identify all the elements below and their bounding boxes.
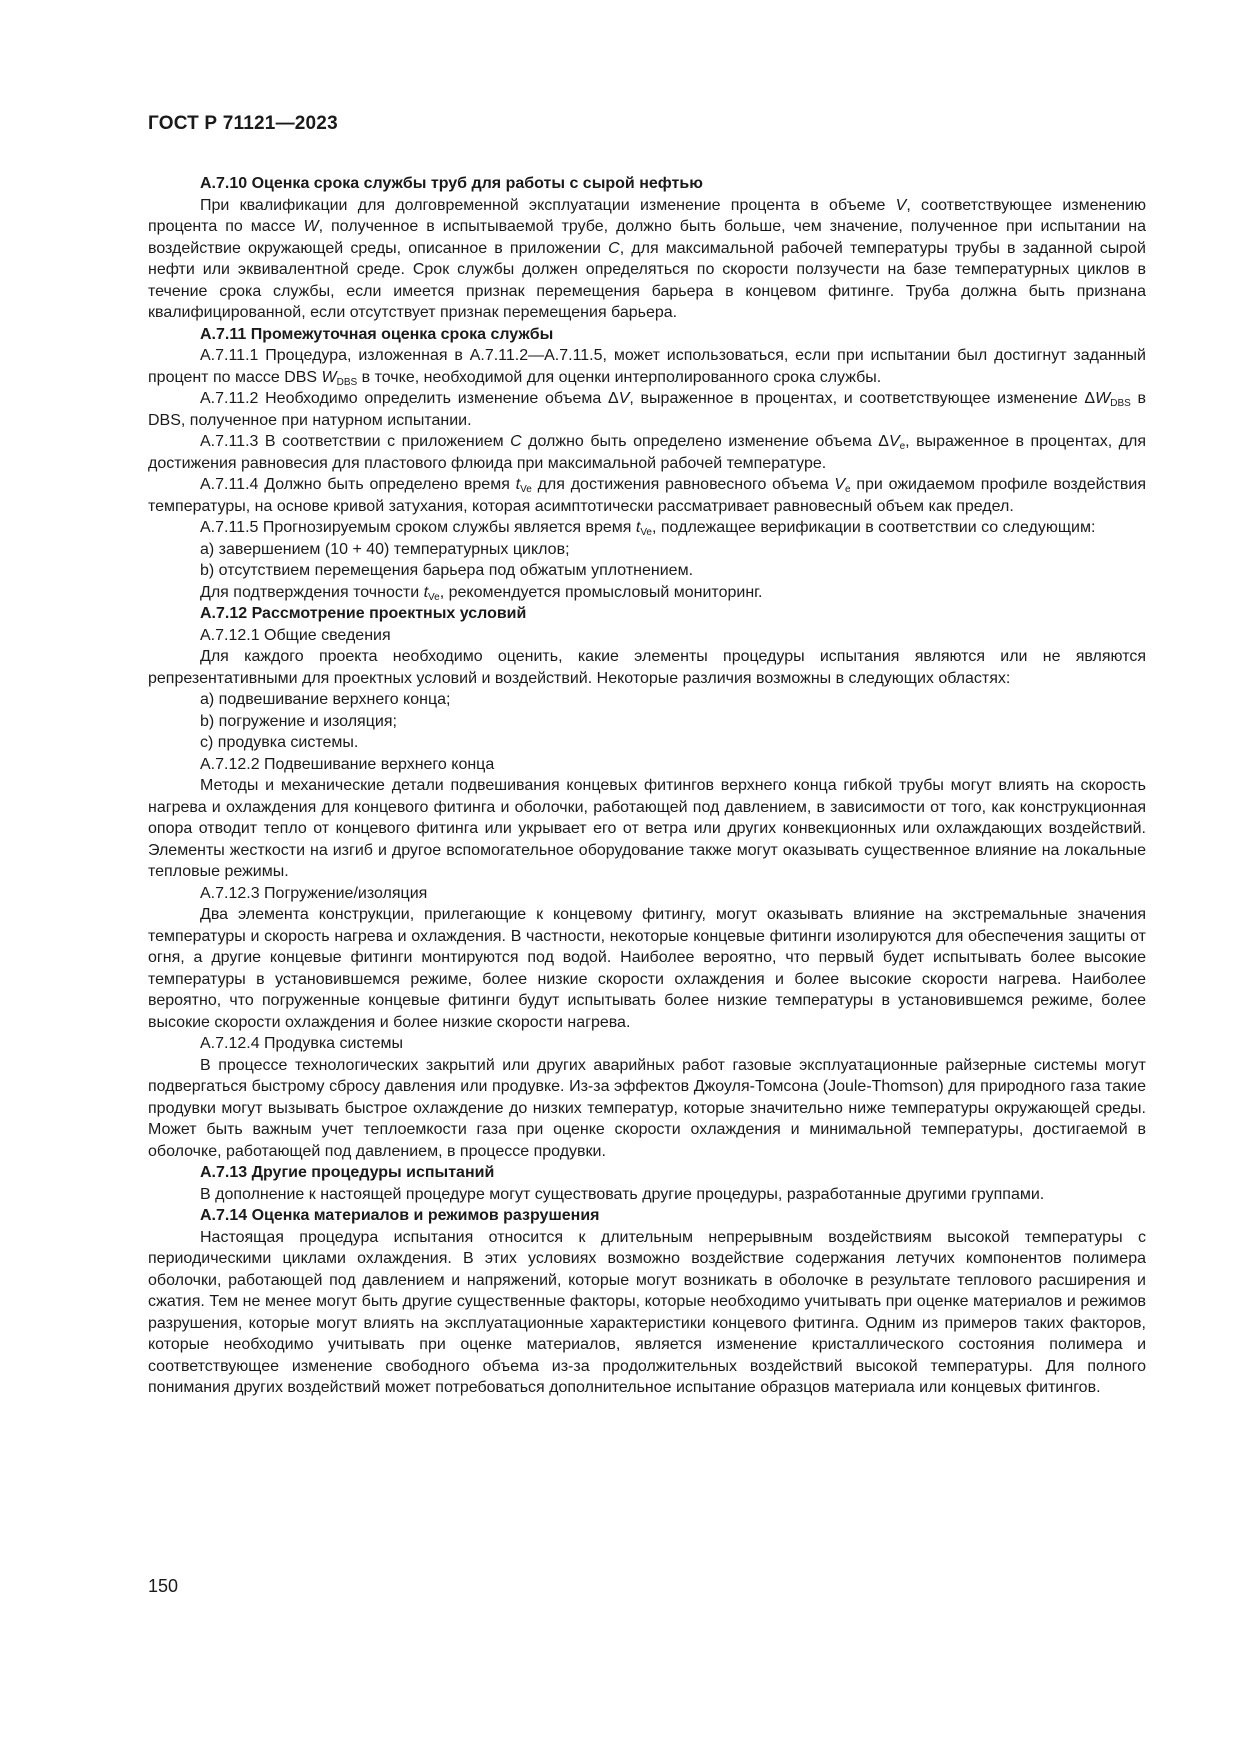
section-a7-14-paragraph: Настоящая процедура испытания относится к длительным непрерывным воздействиям высокой температуры с периодическими циклами охлаждения. В этих условиях возможно воздействие содержания летучих компонентов полимера оболочки, работающей под давлением и напряжений, которые могут возникать в оболочке в результате теплового расширения и сжатия. Тем не менее могут быть другие существенные факторы, которые необходимо учитывать при оценке материалов и режимов разрушения, которые могут влиять на эксплуатационные характеристики концевого фитинга. Одним из примеров таких факторов, которые необходимо учитывать при оценке материалов, является изменение кристаллического состояния полимера и соответствующее изменение свободного объема из-за продолжительных воздействий высокой температуры. Для полного понимания других воздействий может потребоваться дополнительное испытание образцов материала или концевых фитингов. — [148, 1228, 1146, 1396]
list-item: b) отсутствием перемещения барьера под обжатым уплотнением. — [200, 562, 694, 579]
clause-a7-11-2: А.7.11.2 Необходимо определить изменение объема ΔV, выраженное в процентах, и соответствующее изменение $\Delta W_{DBS}$ в DBS, полученное при натурном испытании. — [148, 390, 1146, 429]
section-a7-13-paragraph: В дополнение к настоящей процедуре могут существовать другие процедуры, разработанные другими группами. — [200, 1185, 1045, 1203]
document-header: ГОСТ Р 71121—2023 — [148, 113, 338, 134]
section-a7-10-paragraph: При квалификации для долговременной эксплуатации изменение процента в объеме V, соответствующее изменению процента по массе W, полученное в испытываемой трубе, должно быть больше, чем значение, полученное при испытании на воздействие окружающей среды, описанное в приложении C, для максимальной рабочей температуры трубы в заданной сырой нефти или эквивалентной среде. Срок службы должен определяться по скорости ползучести на базе температурных циклов в течение срока службы, если имеется признак перемещения барьера в концевом фитинге. Труба должна быть признана квалифицированной, если отсутствует признак перемещения барьера. — [148, 196, 1147, 321]
list-item: c) продувка системы. — [200, 734, 359, 751]
list-item: a) подвешивание верхнего конца; — [200, 691, 451, 708]
subsection-a7-12-4-title: А.7.12.4 Продувка системы — [200, 1035, 404, 1052]
subsection-a7-12-2-paragraph: Методы и механические детали подвешивания концевых фитингов верхнего конца гибкой трубы могут влиять на скорость нагрева и охлаждения для концевого фитинга и оболочки, работающей под давлением, в зависимости от того, как конструкционная опора отводит тепло от концевого фитинга или укрывает его от ветра или других конвекционных или охлаждающих воздействий. Элементы жесткости на изгиб и другое вспомогательное оборудование также могут оказывать существенное влияние на локальные тепловые режимы. — [148, 777, 1146, 880]
section-a7-14-heading: А.7.14 Оценка материалов и режимов разрушения — [200, 1207, 600, 1224]
document-body — [148, 173, 1146, 1399]
clause-a7-11-3: А.7.11.3 В соответствии с приложением C должно быть определено изменение объема $\Delta V_e$, выраженное в процентах, для достижения равновесия для пластового флюида при максимальной рабочей температуре. — [148, 433, 1146, 472]
section-a7-13-heading: А.7.13 Другие процедуры испытаний — [200, 1164, 495, 1181]
clause-a7-11-1: А.7.11.1 Процедура, изложенная в А.7.11.2—А.7.11.5, может использоваться, если при испытании был достигнут заданный процент по массе DBS $W_{DBS}$ в точке, необходимой для оценки интерполированного срока службы. — [148, 347, 1146, 388]
section-a7-11-heading: А.7.11 Промежуточная оценка срока службы — [200, 325, 554, 343]
section-a7-10-heading: А.7.10 Оценка срока службы труб для работы с сырой нефтью — [200, 175, 703, 192]
subsection-a7-12-3-title: А.7.12.3 Погружение/изоляция — [200, 884, 428, 902]
subsection-a7-12-3-paragraph: Два элемента конструкции, прилегающие к концевому фитингу, могут оказывать влияние на экстремальные значения температуры и скорость нагрева и охлаждения. В частности, некоторые концевые фитинги изолируются для обеспечения защиты от огня, а другие концевые фитинги монтируются под водой. Наиболее вероятно, что первый будет испытывать более высокие температуры в установившемся режиме, более низкие скорости охлаждения и более высокие скорости нагрева. Наиболее вероятно, что погруженные концевые фитинги будут испытывать более низкие температуры в установившемся режиме, более высокие скорости охлаждения и более низкие скорости нагрева. — [148, 906, 1146, 1031]
page-number: 150 — [148, 1576, 179, 1596]
section-a7-12-heading: А.7.12 Рассмотрение проектных условий — [200, 605, 527, 622]
clause-a7-11-4: А.7.11.4 Должно быть определено время $t_{Ve}$ для достижения равновесного объема $V_e$ при ожидаемом профиле воздействия температуры, на основе кривой затухания, которая асимптотически рассматривает равновесный объем как предел. — [148, 476, 1147, 515]
subsection-a7-12-1-title: А.7.12.1 Общие сведения — [200, 626, 391, 644]
list-item: a) завершением (10 + 40) температурных циклов; — [200, 540, 570, 558]
subsection-a7-12-1-paragraph: Для каждого проекта необходимо оценить, какие элементы процедуры испытания являются или не являются репрезентативными для проектных условий и воздействий. Некоторые различия возможны в следующих областях: — [148, 648, 1146, 687]
list-item: b) погружение и изоляция; — [200, 712, 397, 730]
clause-a7-11-5: А.7.11.5 Прогнозируемым сроком службы является время $t_{Ve}$, подлежащее верификации в соответствии со следующим: — [200, 519, 1096, 538]
subsection-a7-12-4-paragraph: В процессе технологических закрытий или других аварийных работ газовые эксплуатационные райзерные системы могут подвергаться быстрому сбросу давления или продувке. Из-за эффектов Джоуля-Томсона (Joule-Thomson) для природного газа такие продувки могут вызывать быстрое охлаждение до низких температур, которые значительно ниже температуры окружающей среды. Может быть важным учет теплоемкости газа при оценке скорости охлаждения и минимальной температуры, достигаемой в оболочке, работающей под давлением, в процессе продувки. — [148, 1056, 1146, 1160]
clause-a7-11-monitoring: Для подтверждения точности $t_{Ve}$, рекомендуется промысловый мониторинг. — [200, 583, 763, 603]
subsection-a7-12-2-title: А.7.12.2 Подвешивание верхнего конца — [200, 755, 495, 773]
